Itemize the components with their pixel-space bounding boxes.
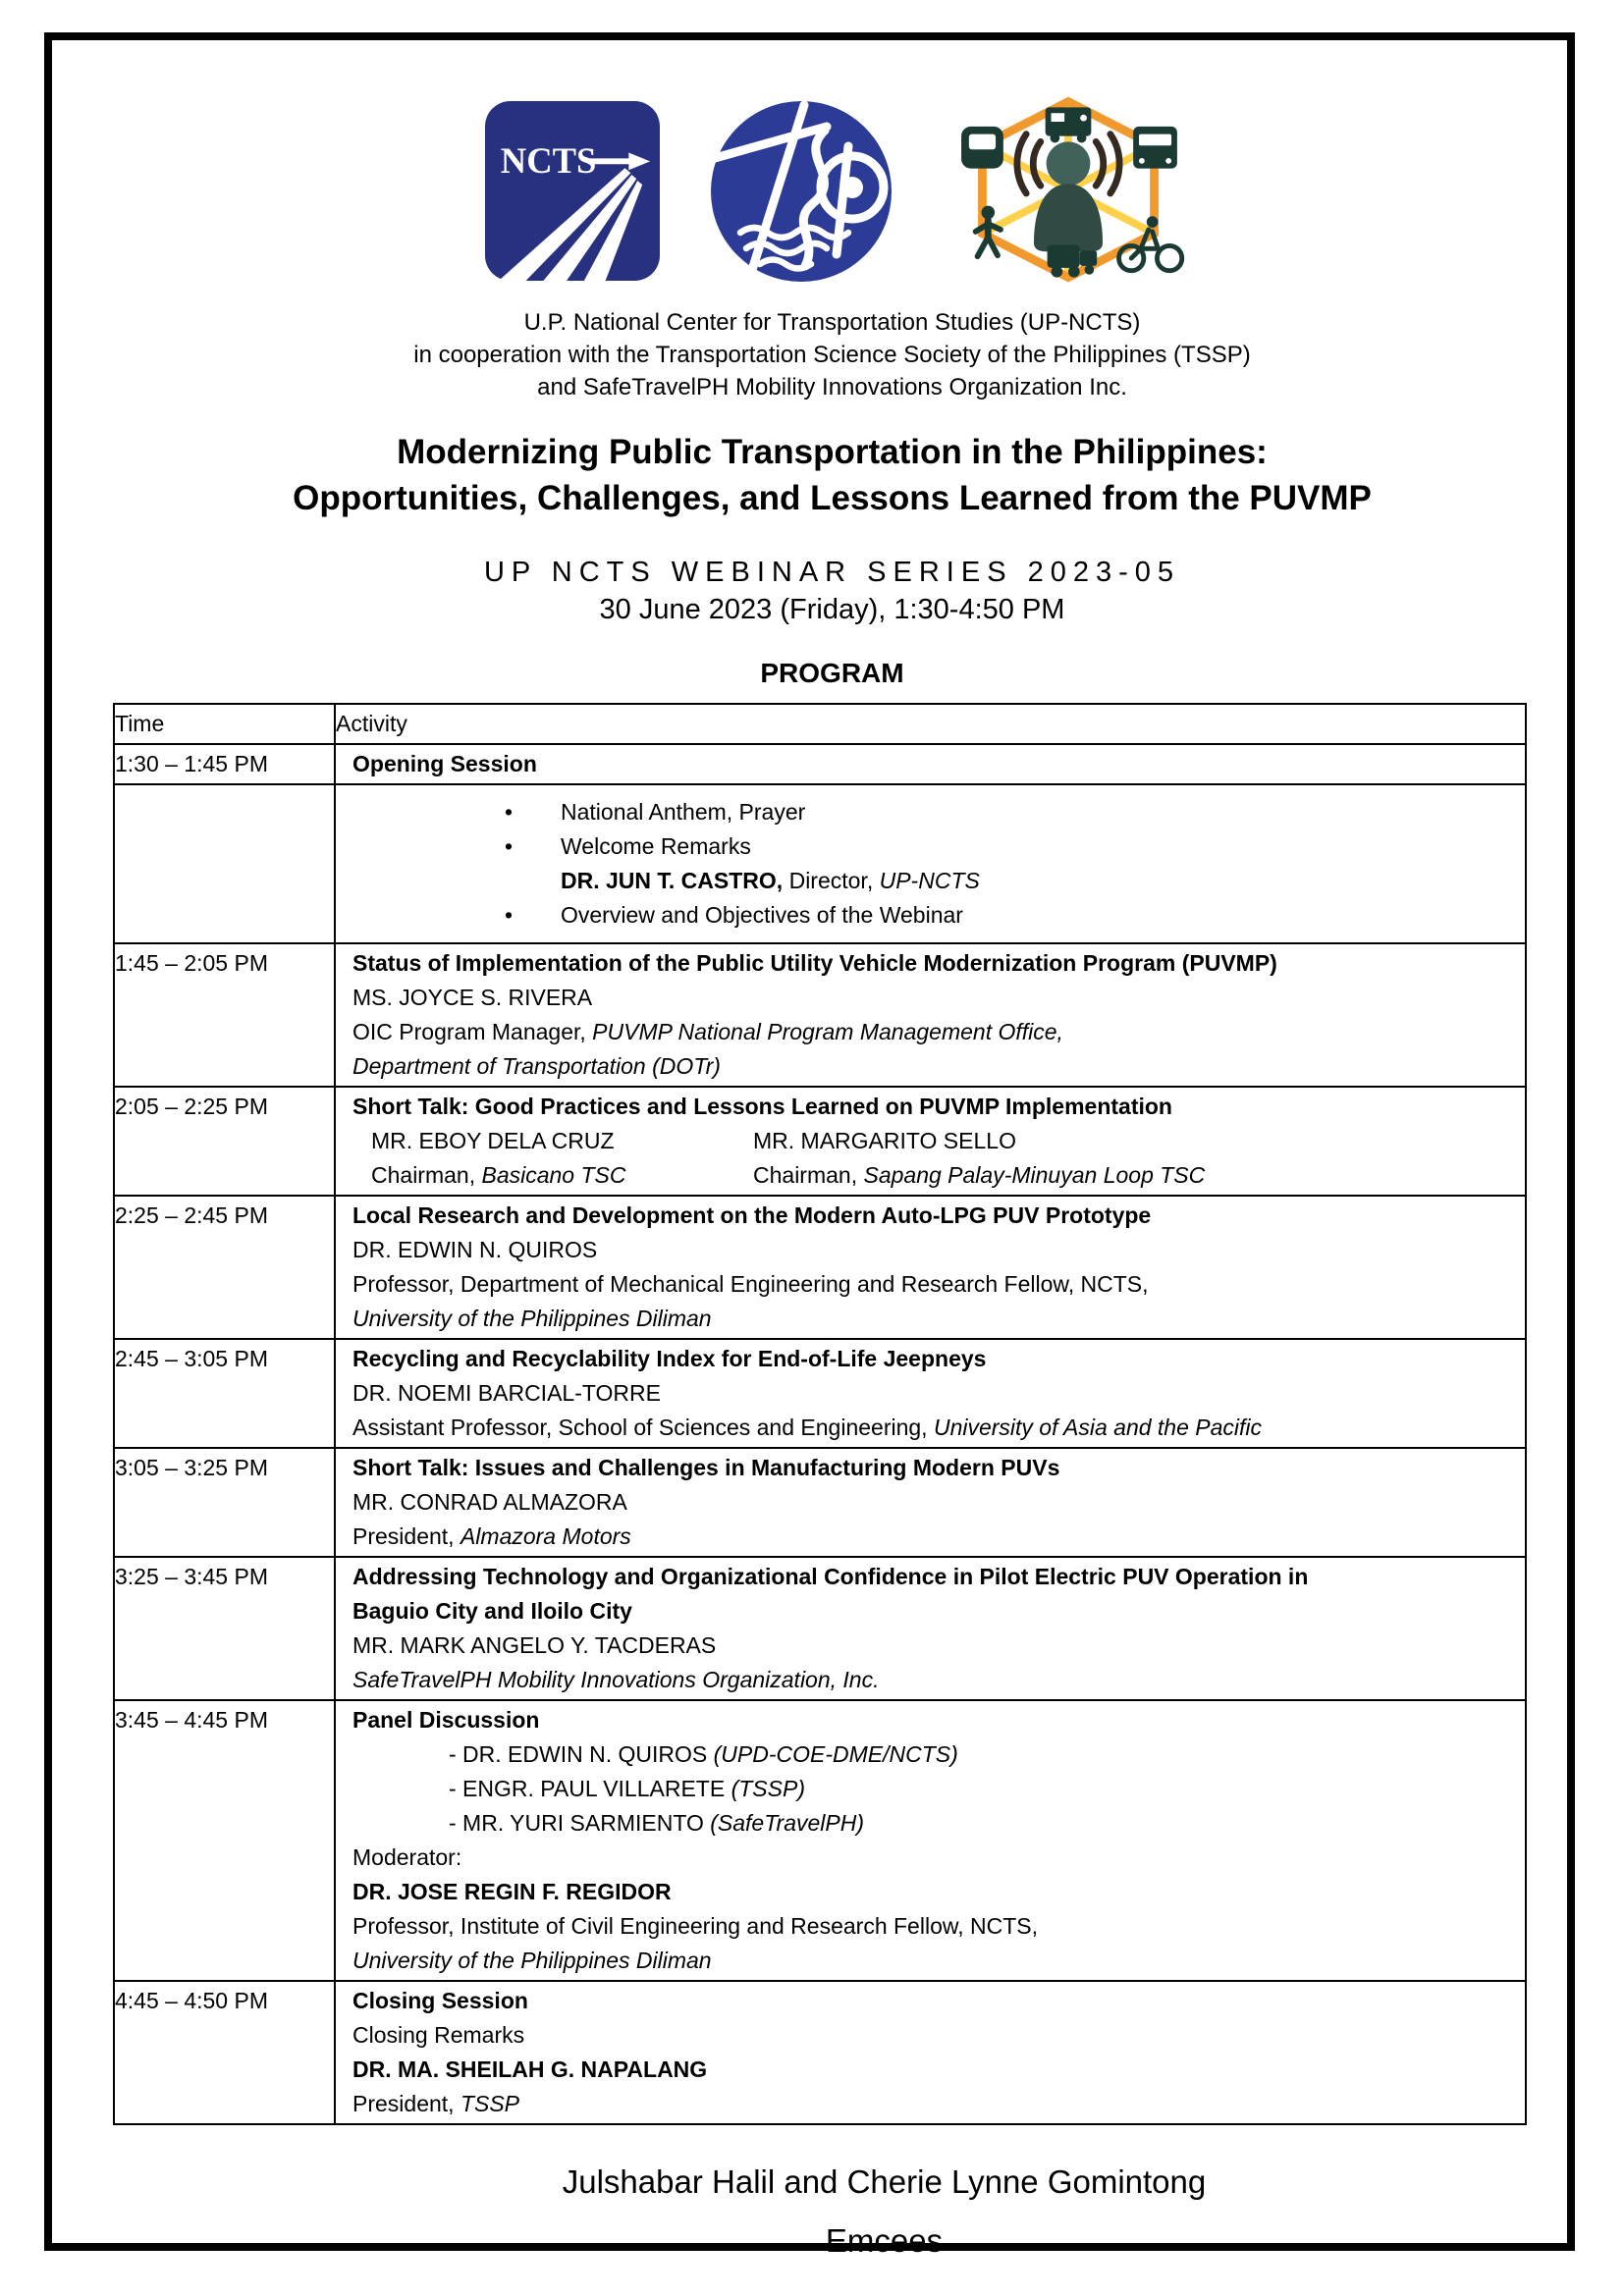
text-segment: Almazora Motors: [460, 1523, 631, 1549]
time-cell: [114, 784, 335, 943]
activity-line: [336, 1594, 1525, 1629]
text-segment: Sapang Palay-Minuyan Loop TSC: [863, 1162, 1206, 1188]
activity-line: [336, 1875, 1525, 1909]
text-segment: President,: [352, 1523, 460, 1549]
text-segment: University of Asia and the Pacific: [933, 1415, 1263, 1440]
text-segment: DR. MA. SHEILAH G. NAPALANG: [352, 2056, 708, 2082]
activity-line: [336, 747, 1525, 781]
activity-line: [336, 1158, 1525, 1193]
org-line-3: and SafeTravelPH Mobility Innovations Organization Inc.: [537, 374, 1127, 400]
speaker-column: [371, 1158, 753, 1193]
title-line-1: Modernizing Public Transportation in the Philippines:: [397, 433, 1268, 471]
text-segment: Chairman,: [371, 1162, 482, 1188]
text-segment: Recycling and Recyclability Index for End-of-Life Jeepneys: [352, 1346, 987, 1371]
time-cell: 2:25 – 2:45 PM: [114, 1196, 335, 1339]
time-cell: 1:30 – 1:45 PM: [114, 744, 335, 784]
activity-line: [336, 1267, 1525, 1302]
text-segment: SafeTravelPH Mobility Innovations Organization, Inc.: [352, 1667, 880, 1692]
text-segment: - DR. EDWIN N. QUIROS: [449, 1741, 714, 1767]
text-segment: National Anthem, Prayer: [561, 799, 806, 825]
logo-row: [52, 85, 1572, 296]
tssp-logo-icon: [707, 97, 895, 286]
text-segment: Local Research and Development on the Modern Auto-LPG PUV Prototype: [352, 1202, 1152, 1228]
table-row: [114, 1981, 1526, 2124]
table-row: [114, 1557, 1526, 1700]
activity-line: [336, 1629, 1525, 1663]
text-segment: DR. JUN T. CASTRO,: [561, 868, 784, 893]
page-content: [52, 40, 1572, 2270]
text-segment: Chairman,: [753, 1162, 864, 1188]
activity-cell: [335, 1448, 1526, 1557]
activity-line: [336, 1560, 1525, 1594]
text-segment: President,: [352, 2091, 460, 2116]
text-segment: Department of Transportation (DOTr): [352, 1053, 721, 1079]
bus-icon: [1133, 126, 1177, 168]
table-row: [114, 784, 1526, 943]
text-segment: University of the Philippines Diliman: [352, 1306, 712, 1331]
activity-cell: [335, 1339, 1526, 1448]
text-segment: MR. MARGARITO SELLO: [753, 1128, 1016, 1153]
bullet-icon: •: [505, 833, 514, 859]
text-segment: (SafeTravelPH): [710, 1810, 865, 1836]
text-segment: Addressing Technology and Organizational Confidence in Pilot Electric PUV Operation in: [352, 1564, 1309, 1589]
text-segment: Moderator:: [352, 1844, 462, 1870]
organization-block: [93, 306, 1571, 403]
table-row: [114, 1087, 1526, 1196]
activity-line: [336, 2087, 1525, 2121]
table-row: [114, 1448, 1526, 1557]
text-segment: Short Talk: Good Practices and Lessons Learned on PUVMP Implementation: [352, 1094, 1172, 1119]
text-segment: MR. EBOY DELA CRUZ: [371, 1128, 615, 1153]
title-line-2: Opportunities, Challenges, and Lessons Learned from the PUVMP: [293, 479, 1372, 517]
activity-line: [336, 1199, 1525, 1233]
activity-line: [336, 1737, 1525, 1772]
text-segment: TSSP: [460, 2091, 520, 2116]
emcee-names: Julshabar Halil and Cherie Lynne Gomintong: [562, 2163, 1207, 2200]
text-segment: Welcome Remarks: [561, 833, 751, 859]
program-table-body: [114, 744, 1526, 2124]
text-segment: Panel Discussion: [352, 1707, 540, 1733]
activity-line: [336, 1485, 1525, 1520]
text-segment: Director,: [783, 868, 880, 893]
webinar-datetime: 30 June 2023 (Friday), 1:30-4:50 PM: [599, 594, 1065, 625]
text-segment: MR. CONRAD ALMAZORA: [352, 1489, 627, 1515]
text-segment: - ENGR. PAUL VILLARETE: [449, 1776, 731, 1801]
text-segment: MS. JOYCE S. RIVERA: [352, 985, 593, 1010]
text-segment: Professor, Department of Mechanical Engineering and Research Fellow, NCTS,: [352, 1271, 1149, 1297]
table-row: [114, 1339, 1526, 1448]
text-segment: (UPD-COE-DME/NCTS): [713, 1741, 958, 1767]
activity-column-header: Activity: [335, 704, 1526, 744]
time-column-header: Time: [114, 704, 335, 744]
bullet-icon: •: [505, 799, 514, 825]
time-cell: 3:25 – 3:45 PM: [114, 1557, 335, 1700]
text-segment: University of the Philippines Diliman: [352, 1948, 712, 1973]
emcees-block: [145, 2153, 1623, 2270]
activity-line: [336, 981, 1525, 1015]
activity-line: [336, 1090, 1525, 1124]
activity-line: [336, 1984, 1525, 2018]
bullet-icon: •: [505, 902, 514, 928]
text-segment: Basicano TSC: [481, 1162, 626, 1188]
text-segment: DR. EDWIN N. QUIROS: [352, 1237, 598, 1262]
table-row: [114, 943, 1526, 1087]
emcee-role: Emcees: [825, 2222, 944, 2259]
text-segment: Status of Implementation of the Public Utility Vehicle Modernization Program (PUVMP): [352, 950, 1277, 976]
text-segment: (TSSP): [731, 1776, 805, 1801]
speaker-column: [753, 1124, 1525, 1158]
activity-cell: [335, 784, 1526, 943]
activity-cell: [335, 1700, 1526, 1981]
activity-cell: [335, 1196, 1526, 1339]
text-segment: Assistant Professor, School of Sciences and Engineering,: [352, 1415, 934, 1440]
webinar-series: UP NCTS WEBINAR SERIES 2023-05: [483, 557, 1181, 588]
activity-line: [336, 1663, 1525, 1697]
train-icon: [961, 126, 1003, 168]
text-segment: PUVMP National Program Management Office,: [592, 1019, 1063, 1044]
activity-line: [336, 1411, 1525, 1445]
activity-cell: [335, 943, 1526, 1087]
activity-line: [336, 1703, 1525, 1737]
org-line-2: in cooperation with the Transportation Science Society of the Philippines (TSSP): [413, 342, 1251, 368]
program-heading: PROGRAM: [760, 658, 904, 688]
time-cell: 3:05 – 3:25 PM: [114, 1448, 335, 1557]
activity-line: [336, 2053, 1525, 2087]
safetravelph-logo-icon: [943, 86, 1194, 296]
activity-line: [336, 829, 1525, 864]
up-ncts-logo-icon: [485, 100, 660, 282]
activity-line: [336, 1342, 1525, 1376]
activity-line: [336, 795, 1525, 829]
activity-line: [336, 1944, 1525, 1978]
text-segment: OIC Program Manager,: [352, 1019, 593, 1044]
time-cell: 2:05 – 2:25 PM: [114, 1087, 335, 1196]
activity-line: [336, 898, 1525, 933]
activity-line: [336, 864, 1525, 898]
activity-cell: [335, 744, 1526, 784]
activity-line: [336, 1772, 1525, 1806]
time-cell: 1:45 – 2:05 PM: [114, 943, 335, 1087]
text-segment: Overview and Objectives of the Webinar: [561, 902, 963, 928]
activity-line: [336, 1376, 1525, 1411]
speaker-column: [371, 1124, 753, 1158]
text-segment: UP-NCTS: [879, 868, 980, 893]
table-header-row: [114, 704, 1526, 744]
activity-line: [336, 1302, 1525, 1336]
activity-line: [336, 1015, 1525, 1049]
text-segment: MR. MARK ANGELO Y. TACDERAS: [352, 1632, 717, 1658]
activity-line: [336, 946, 1525, 981]
text-segment: Baguio City and Iloilo City: [352, 1598, 632, 1624]
activity-cell: [335, 1087, 1526, 1196]
time-cell: 4:45 – 4:50 PM: [114, 1981, 335, 2124]
activity-line: [336, 2018, 1525, 2053]
text-segment: Professor, Institute of Civil Engineering and Research Fellow, NCTS,: [352, 1913, 1038, 1939]
ncts-logo-text: NCTS: [500, 140, 596, 182]
time-cell: 3:45 – 4:45 PM: [114, 1700, 335, 1981]
activity-line: [336, 1909, 1525, 1944]
text-segment: DR. JOSE REGIN F. REGIDOR: [352, 1879, 672, 1904]
activity-line: [336, 1233, 1525, 1267]
webinar-title: [93, 429, 1571, 521]
text-segment: Short Talk: Issues and Challenges in Manufacturing Modern PUVs: [352, 1455, 1060, 1480]
text-segment: Closing Session: [352, 1988, 528, 2013]
activity-cell: [335, 1557, 1526, 1700]
text-segment: DR. NOEMI BARCIAL-TORRE: [352, 1380, 661, 1406]
activity-line: [336, 1124, 1525, 1158]
org-line-1: U.P. National Center for Transportation Studies (UP-NCTS): [523, 309, 1141, 336]
program-table: [113, 703, 1527, 2125]
table-row: [114, 744, 1526, 784]
text-segment: Opening Session: [352, 751, 537, 776]
text-segment: Closing Remarks: [352, 2022, 525, 2048]
time-cell: 2:45 – 3:05 PM: [114, 1339, 335, 1448]
table-row: [114, 1700, 1526, 1981]
activity-line: [336, 1520, 1525, 1554]
text-segment: - MR. YURI SARMIENTO: [449, 1810, 711, 1836]
activity-line: [336, 1841, 1525, 1875]
activity-line: [336, 1451, 1525, 1485]
table-row: [114, 1196, 1526, 1339]
speaker-column: [753, 1158, 1525, 1193]
activity-line: [336, 1806, 1525, 1841]
activity-cell: [335, 1981, 1526, 2124]
activity-line: [336, 1049, 1525, 1084]
